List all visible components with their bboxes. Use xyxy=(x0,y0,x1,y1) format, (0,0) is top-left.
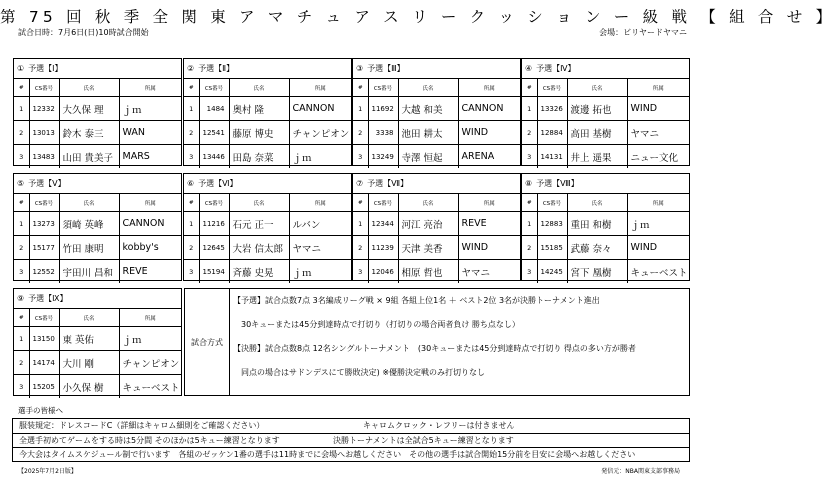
note-text: 決勝トーナメントは全試合5キュー練習となります xyxy=(333,435,514,445)
player-table xyxy=(14,194,181,283)
col-header-name: 氏名 xyxy=(229,194,289,212)
player-number: 3 xyxy=(184,260,199,284)
col-header-cs: CS番号 xyxy=(537,194,567,212)
player-name: 天津 美香 xyxy=(398,236,458,260)
table-header-row xyxy=(14,309,181,327)
table-row xyxy=(353,236,520,260)
table-row xyxy=(184,97,351,121)
player-number: 2 xyxy=(184,236,199,260)
table-row xyxy=(522,121,689,145)
player-name: 武藤 奈々 xyxy=(567,236,627,260)
player-number: 1 xyxy=(14,327,29,351)
cs-number: 12332 xyxy=(29,97,59,121)
table-row xyxy=(353,97,520,121)
player-number: 2 xyxy=(353,121,368,145)
player-affiliation: MARS xyxy=(119,145,181,169)
group-box xyxy=(352,58,521,166)
footer-date: 【2025年7月2日版】 xyxy=(18,468,77,475)
group-number: ① xyxy=(17,64,25,73)
player-name: 大越 和美 xyxy=(398,97,458,121)
group-number: ⑤ xyxy=(17,179,25,188)
match-format-box xyxy=(184,288,690,396)
player-affiliation: キューベスト xyxy=(119,375,181,399)
player-name: 渡邊 拓也 xyxy=(567,97,627,121)
table-row xyxy=(14,375,181,399)
cs-number: 15177 xyxy=(29,236,59,260)
venue: 会場：ビリヤードヤマニ xyxy=(599,28,687,37)
player-number: 1 xyxy=(14,97,29,121)
player-number: 1 xyxy=(522,212,537,236)
cs-number: 13446 xyxy=(199,145,229,169)
table-row xyxy=(353,260,520,284)
group-header xyxy=(184,59,351,79)
table-row xyxy=(522,212,689,236)
cs-number: 14245 xyxy=(537,260,567,284)
col-header-no: # xyxy=(14,194,29,212)
group-title: 予選【Ⅱ】 xyxy=(198,64,235,73)
player-number: 1 xyxy=(184,97,199,121)
cs-number: 1484 xyxy=(199,97,229,121)
player-number: 3 xyxy=(14,260,29,284)
player-affiliation: ARENA xyxy=(458,145,520,169)
col-header-cs: CS番号 xyxy=(537,79,567,97)
table-header-row xyxy=(14,79,181,97)
table-row xyxy=(14,236,181,260)
player-table xyxy=(184,79,351,168)
col-header-name: 氏名 xyxy=(567,79,627,97)
group-title: 予選【Ⅰ】 xyxy=(28,64,63,73)
table-header-row xyxy=(14,194,181,212)
player-number: 2 xyxy=(522,236,537,260)
player-name: 山田 貴美子 xyxy=(59,145,119,169)
player-name: 大久保 理 xyxy=(59,97,119,121)
player-number: 3 xyxy=(184,145,199,169)
table-header-row xyxy=(353,79,520,97)
player-affiliation: WIND xyxy=(627,97,689,121)
player-number: 2 xyxy=(14,236,29,260)
col-header-no: # xyxy=(353,79,368,97)
player-number: 1 xyxy=(184,212,199,236)
player-affiliation: ｊｍ xyxy=(119,327,181,351)
player-name: 池田 耕太 xyxy=(398,121,458,145)
cs-number: 12645 xyxy=(199,236,229,260)
table-row xyxy=(184,236,351,260)
cs-number: 15205 xyxy=(29,375,59,399)
player-table xyxy=(14,309,181,398)
col-header-affiliation: 所属 xyxy=(119,79,181,97)
table-row xyxy=(522,236,689,260)
player-number: 1 xyxy=(353,97,368,121)
group-number: ⑨ xyxy=(17,294,25,303)
format-line: 同点の場合はサドンデスにて勝敗決定) ※優勝決定戦のみ打切りなし xyxy=(241,368,486,377)
cs-number: 12344 xyxy=(368,212,398,236)
col-header-no: # xyxy=(14,309,29,327)
col-header-name: 氏名 xyxy=(398,194,458,212)
col-header-affiliation: 所属 xyxy=(458,79,520,97)
page-title: 第 75 回 秋 季 全 関 東 ア マ チ ュ ア ス リ ー ク ッ シ ョ ン ー 級 戦 【 組 合 せ 】 xyxy=(0,8,835,26)
group-header xyxy=(14,59,181,79)
table-row xyxy=(14,351,181,375)
note-text: 服装規定：ドレスコードC（詳細はキャロム細則をご確認ください） xyxy=(19,421,265,430)
group-number: ② xyxy=(187,64,195,73)
table-row xyxy=(14,97,181,121)
player-affiliation: ｊｍ xyxy=(289,260,351,284)
group-title: 予選【Ⅷ】 xyxy=(536,179,579,188)
player-affiliation: ｊｍ xyxy=(627,212,689,236)
player-table xyxy=(14,79,181,168)
player-affiliation: CANNON xyxy=(119,212,181,236)
note-text: キャロムクロック・レフリーは付きません xyxy=(363,421,515,430)
player-affiliation: キューベスト xyxy=(627,260,689,284)
col-header-name: 氏名 xyxy=(59,194,119,212)
group-number: ④ xyxy=(525,64,533,73)
group-box xyxy=(521,58,690,166)
group-header xyxy=(14,174,181,194)
cs-number: 15194 xyxy=(199,260,229,284)
player-name: 藤原 博史 xyxy=(229,121,289,145)
footer-issuer: 発信元：NBA関東支部事務局 xyxy=(601,468,680,475)
cs-number: 15185 xyxy=(537,236,567,260)
player-number: 1 xyxy=(353,212,368,236)
table-row xyxy=(184,121,351,145)
cs-number: 13326 xyxy=(537,97,567,121)
group-number: ⑧ xyxy=(525,179,533,188)
group-box xyxy=(13,58,182,166)
player-number: 2 xyxy=(522,121,537,145)
group-title: 予選【Ⅳ】 xyxy=(536,64,576,73)
player-affiliation: REVE xyxy=(458,212,520,236)
note-text: 全選手初めてゲームをする時は5分間 そのほかは5キュー練習となります xyxy=(19,435,280,445)
col-header-cs: CS番号 xyxy=(29,79,59,97)
player-name: 大岩 信太郎 xyxy=(229,236,289,260)
table-header-row xyxy=(522,79,689,97)
player-number: 2 xyxy=(353,236,368,260)
cs-number: 11239 xyxy=(368,236,398,260)
col-header-cs: CS番号 xyxy=(199,194,229,212)
col-header-no: # xyxy=(184,79,199,97)
cs-number: 14174 xyxy=(29,351,59,375)
player-number: 3 xyxy=(522,260,537,284)
player-affiliation: チャンピオン xyxy=(289,121,351,145)
group-box xyxy=(183,58,352,166)
player-name: 宮下 凰樹 xyxy=(567,260,627,284)
player-number: 3 xyxy=(353,145,368,169)
match-format-label: 試合方式 xyxy=(185,289,230,395)
format-line: 【決勝】試合点数8点 12名シングルトーナメント (30キューまたは45分到達時点で打切り 得点の多い方が勝者 xyxy=(233,344,636,353)
player-number: 1 xyxy=(522,97,537,121)
cs-number: 11216 xyxy=(199,212,229,236)
group-header xyxy=(522,174,689,194)
note-text: 今大会はタイムスケジュール制で行います 各組のゼッケン1番の選手は11時までに会場へお越しください その他の選手は試合開始15分前を目安に会場へお越しください xyxy=(19,450,636,460)
player-name: 東 英佑 xyxy=(59,327,119,351)
group-box xyxy=(352,173,521,281)
group-title: 予選【Ⅸ】 xyxy=(28,294,68,303)
notes-row xyxy=(13,434,689,449)
col-header-cs: CS番号 xyxy=(29,309,59,327)
group-number: ⑥ xyxy=(187,179,195,188)
player-number: 1 xyxy=(14,212,29,236)
cs-number: 13013 xyxy=(29,121,59,145)
player-number: 3 xyxy=(14,145,29,169)
cs-number: 12883 xyxy=(537,212,567,236)
player-name: 奥村 隆 xyxy=(229,97,289,121)
player-table xyxy=(522,79,689,168)
col-header-affiliation: 所属 xyxy=(119,309,181,327)
player-number: 2 xyxy=(14,351,29,375)
player-affiliation: ヤマニ xyxy=(289,236,351,260)
col-header-affiliation: 所属 xyxy=(458,194,520,212)
notes-row xyxy=(13,448,689,463)
player-name: 高田 基樹 xyxy=(567,121,627,145)
table-row xyxy=(522,97,689,121)
group-header xyxy=(522,59,689,79)
table-row xyxy=(14,327,181,351)
player-affiliation: ｊｍ xyxy=(119,97,181,121)
cs-number: 3338 xyxy=(368,121,398,145)
cs-number: 12046 xyxy=(368,260,398,284)
col-header-no: # xyxy=(184,194,199,212)
player-affiliation: ヤマニ xyxy=(458,260,520,284)
player-affiliation: WIND xyxy=(627,236,689,260)
cs-number: 12884 xyxy=(537,121,567,145)
player-affiliation: WAN xyxy=(119,121,181,145)
group-header xyxy=(353,174,520,194)
group-number: ③ xyxy=(356,64,364,73)
group-box xyxy=(13,173,182,281)
player-table xyxy=(184,194,351,283)
player-number: 3 xyxy=(522,145,537,169)
player-affiliation: チャンピオン xyxy=(119,351,181,375)
notes-box xyxy=(12,418,690,462)
col-header-cs: CS番号 xyxy=(368,194,398,212)
table-row xyxy=(184,260,351,284)
group-title: 予選【Ⅶ】 xyxy=(367,179,409,188)
notes-row xyxy=(13,419,689,434)
cs-number: 12552 xyxy=(29,260,59,284)
table-row xyxy=(184,145,351,169)
player-affiliation: CANNON xyxy=(289,97,351,121)
cs-number: 13273 xyxy=(29,212,59,236)
table-row xyxy=(14,121,181,145)
player-table xyxy=(353,194,520,283)
player-affiliation: ｊｍ xyxy=(289,145,351,169)
player-affiliation: WIND xyxy=(458,236,520,260)
player-affiliation: ルバン xyxy=(289,212,351,236)
col-header-name: 氏名 xyxy=(59,309,119,327)
group-title: 予選【Ⅲ】 xyxy=(367,64,405,73)
col-header-name: 氏名 xyxy=(229,79,289,97)
col-header-cs: CS番号 xyxy=(199,79,229,97)
group-header xyxy=(353,59,520,79)
player-number: 3 xyxy=(14,375,29,399)
player-number: 3 xyxy=(353,260,368,284)
col-header-no: # xyxy=(353,194,368,212)
col-header-name: 氏名 xyxy=(59,79,119,97)
player-name: 鈴木 泰三 xyxy=(59,121,119,145)
table-row xyxy=(184,212,351,236)
group-title: 予選【Ⅵ】 xyxy=(198,179,238,188)
player-number: 2 xyxy=(184,121,199,145)
group-number: ⑦ xyxy=(356,179,364,188)
player-name: 大川 剛 xyxy=(59,351,119,375)
player-name: 相原 哲也 xyxy=(398,260,458,284)
player-affiliation: CANNON xyxy=(458,97,520,121)
player-name: 須崎 英峰 xyxy=(59,212,119,236)
player-name: 宇田川 昌和 xyxy=(59,260,119,284)
col-header-name: 氏名 xyxy=(567,194,627,212)
table-header-row xyxy=(353,194,520,212)
format-line: 30キューまたは45分到達時点で打切り（打切りの場合両者負け 勝ち点なし） xyxy=(241,320,520,329)
player-table xyxy=(353,79,520,168)
col-header-affiliation: 所属 xyxy=(627,79,689,97)
player-table xyxy=(522,194,689,283)
col-header-no: # xyxy=(14,79,29,97)
table-row xyxy=(353,121,520,145)
col-header-cs: CS番号 xyxy=(368,79,398,97)
cs-number: 13483 xyxy=(29,145,59,169)
col-header-affiliation: 所属 xyxy=(289,194,351,212)
table-row xyxy=(14,145,181,169)
table-row xyxy=(14,260,181,284)
col-header-no: # xyxy=(522,79,537,97)
table-row xyxy=(522,145,689,169)
col-header-cs: CS番号 xyxy=(29,194,59,212)
player-name: 寺澤 恒起 xyxy=(398,145,458,169)
table-header-row xyxy=(184,194,351,212)
match-datetime: 試合日時：7月6日(日)10時試合開始 xyxy=(18,28,149,37)
group-box xyxy=(521,173,690,281)
table-row xyxy=(14,212,181,236)
player-name: 河江 亮治 xyxy=(398,212,458,236)
group-box xyxy=(183,173,352,281)
col-header-affiliation: 所属 xyxy=(289,79,351,97)
col-header-affiliation: 所属 xyxy=(627,194,689,212)
player-affiliation: WIND xyxy=(458,121,520,145)
player-name: 石元 正一 xyxy=(229,212,289,236)
group-box xyxy=(13,288,182,396)
cs-number: 14131 xyxy=(537,145,567,169)
player-name: 竹田 康明 xyxy=(59,236,119,260)
player-affiliation: kobby's xyxy=(119,236,181,260)
group-header xyxy=(184,174,351,194)
player-name: 斉藤 史晃 xyxy=(229,260,289,284)
format-line: 【予選】試合点数7点 3名編成リーグ戦 × 9組 各組上位1名 ＋ ベスト2位 3名が決勝トーナメント進出 xyxy=(233,296,600,305)
player-name: 小久保 樹 xyxy=(59,375,119,399)
notes-title: 選手の皆様へ xyxy=(18,406,63,415)
player-name: 重田 和樹 xyxy=(567,212,627,236)
col-header-name: 氏名 xyxy=(398,79,458,97)
table-row xyxy=(522,260,689,284)
col-header-affiliation: 所属 xyxy=(119,194,181,212)
col-header-no: # xyxy=(522,194,537,212)
table-row xyxy=(353,212,520,236)
player-name: 井上 遥果 xyxy=(567,145,627,169)
table-header-row xyxy=(522,194,689,212)
player-number: 2 xyxy=(14,121,29,145)
table-row xyxy=(353,145,520,169)
group-title: 予選【Ⅴ】 xyxy=(28,179,66,188)
cs-number: 12541 xyxy=(199,121,229,145)
table-header-row xyxy=(184,79,351,97)
player-affiliation: REVE xyxy=(119,260,181,284)
group-header xyxy=(14,289,181,309)
cs-number: 11692 xyxy=(368,97,398,121)
player-name: 田島 奈菜 xyxy=(229,145,289,169)
player-affiliation: ニュー文化 xyxy=(627,145,689,169)
cs-number: 13150 xyxy=(29,327,59,351)
cs-number: 13249 xyxy=(368,145,398,169)
player-affiliation: ヤマニ xyxy=(627,121,689,145)
